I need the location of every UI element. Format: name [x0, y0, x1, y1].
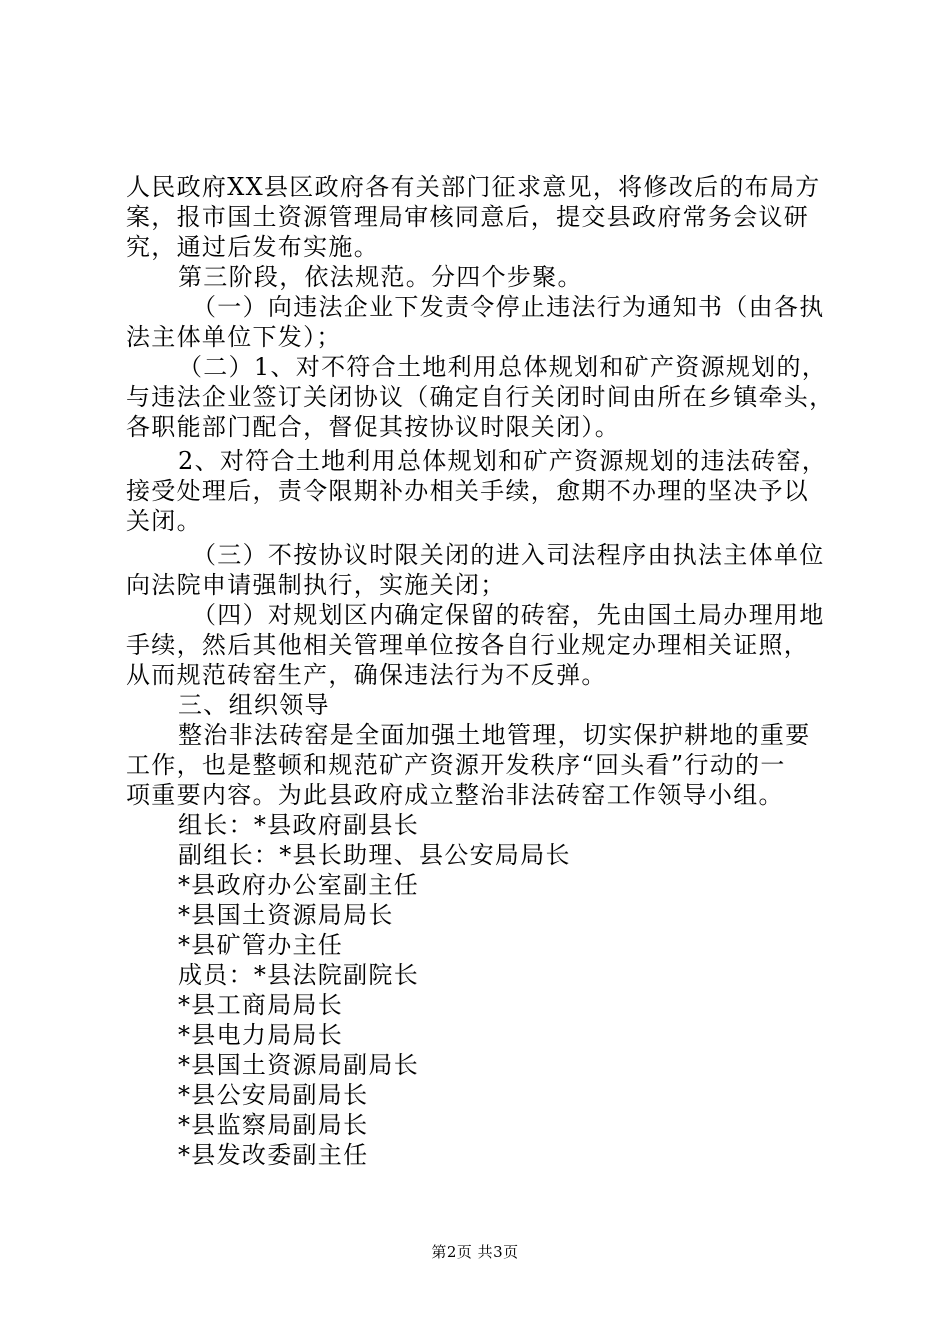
page-number-footer: 第2页 共3页 [431, 1243, 519, 1261]
text-line: 向法院申请强制执行，实施关闭； [126, 571, 506, 599]
text-line: 从而规范砖窑生产，确保违法行为不反弹。 [126, 661, 607, 689]
text-line-step-two: （二）1、对不符合土地利用总体规划和矿产资源规划的， [178, 353, 828, 381]
text-line: 与违法企业签订关闭协议（确定自行关闭时间由所在乡镇牵头， [126, 383, 835, 411]
member-line: *县发改委副主任 [178, 1141, 369, 1169]
member-line: *县国土资源局局长 [178, 901, 394, 929]
text-line: 关闭。 [126, 507, 202, 535]
text-line: 整治非法砖窑是全面加强土地管理，切实保护耕地的重要 [178, 721, 811, 749]
text-line: 人民政府XX县区政府各有关部门征求意见，将修改后的布局方 [126, 173, 821, 201]
member-line: 副组长：*县长助理、县公安局局长 [178, 841, 571, 869]
text-line-step-four: （四）对规划区内确定保留的砖窑，先由国土局办理用地 [192, 601, 825, 629]
member-line: *县工商局局长 [178, 991, 344, 1019]
text-line: 手续，然后其他相关管理单位按各自行业规定办理相关证照， [126, 631, 810, 659]
text-line-stage-three: 第三阶段，依法规范。分四个步聚。 [178, 263, 583, 291]
text-line-step-one: （一）向违法企业下发责令停止违法行为通知书（由各执 [192, 293, 825, 321]
text-line: 工作，也是整顿和规范矿产资源开发秩序“回头看”行动的一 [126, 751, 786, 779]
text-line: 法主体单位下发）； [126, 323, 342, 351]
text-line: 各职能部门配合，督促其按协议时限关闭）。 [126, 413, 620, 441]
member-line: *县政府办公室副主任 [178, 871, 419, 899]
member-line: *县矿管办主任 [178, 931, 344, 959]
text-line-step-two-b: 2、对符合土地利用总体规划和矿产资源规划的违法砖窑， [178, 447, 828, 475]
member-line: 组长：*县政府副县长 [178, 811, 419, 839]
text-line: 接受处理后，责令限期补办相关手续，愈期不办理的坚决予以 [126, 477, 810, 505]
section-heading: 三、组织领导 [178, 691, 330, 719]
member-line: 成员：*县法院副院长 [178, 961, 419, 989]
member-line: *县电力局局长 [178, 1021, 344, 1049]
text-line: 案，报市国土资源管理局审核同意后，提交县政府常务会议研 [126, 203, 810, 231]
document-body [126, 172, 846, 1170]
text-line: 项重要内容。为此县政府成立整治非法砖窑工作领导小组。 [126, 781, 784, 809]
member-line: *县公安局副局长 [178, 1081, 369, 1109]
text-line: 究，通过后发布实施。 [126, 233, 379, 261]
member-line: *县监察局副局长 [178, 1111, 369, 1139]
member-line: *县国土资源局副局长 [178, 1051, 419, 1079]
text-line-step-three: （三）不按协议时限关闭的进入司法程序由执法主体单位 [192, 541, 825, 569]
